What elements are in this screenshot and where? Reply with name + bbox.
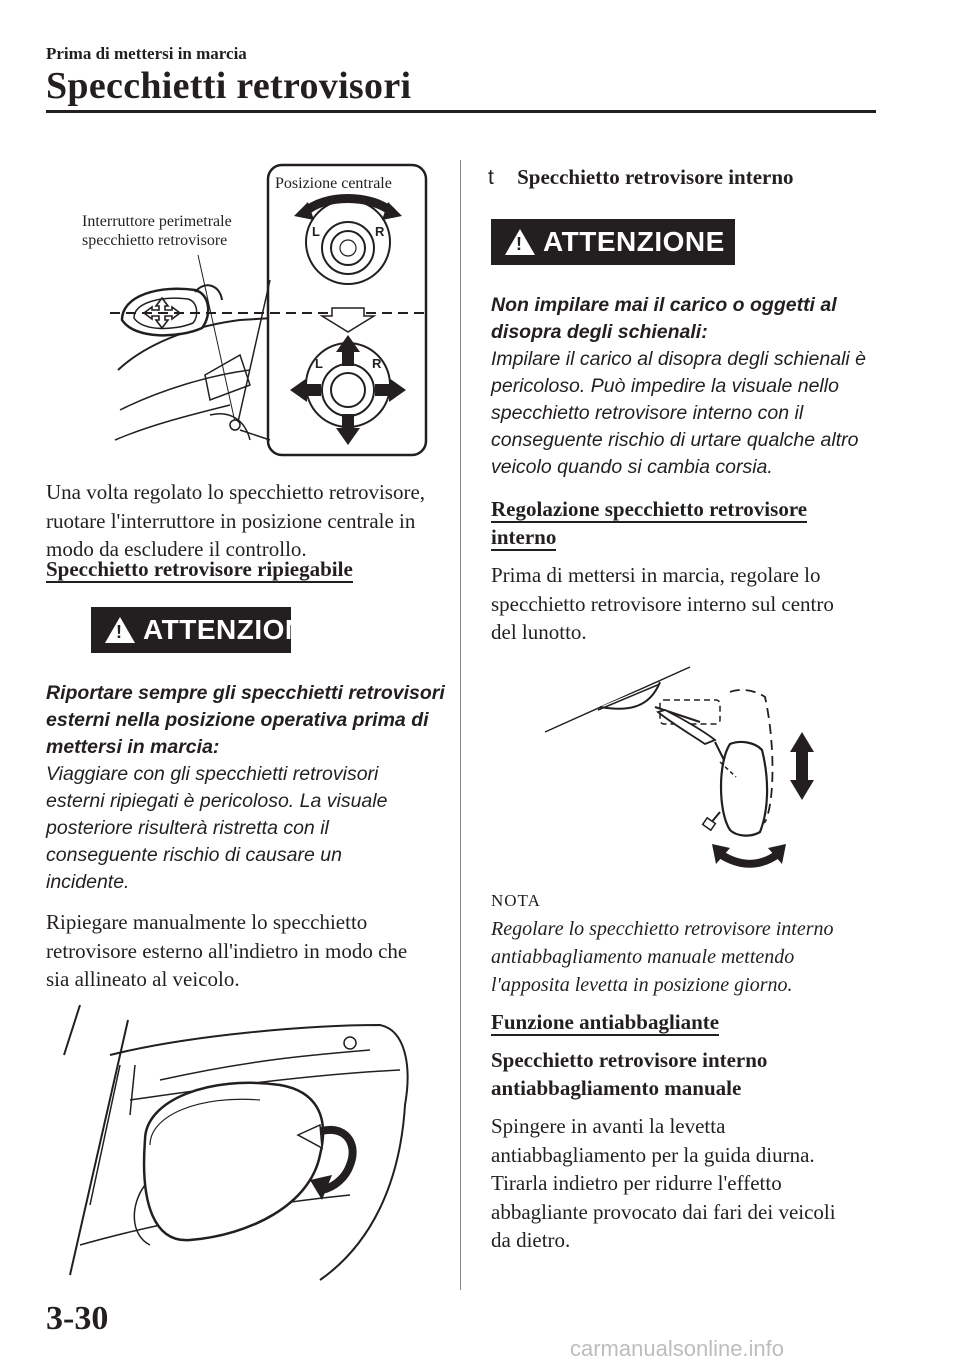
warning-bold-line: mettersi in marcia: bbox=[46, 736, 220, 758]
heading-line: antiabbagliamento manuale bbox=[491, 1076, 742, 1100]
warning-label: ATTENZIONE bbox=[543, 226, 725, 257]
knob-label-left: L bbox=[312, 224, 320, 239]
para-fold-manually bbox=[46, 908, 456, 994]
warning-bold-line: disopra degli schienali: bbox=[491, 321, 708, 343]
text-line: retrovisore esterno all'indietro in modo che bbox=[46, 938, 408, 963]
para-after-adjust bbox=[46, 478, 446, 564]
heading-interior-mirror-text: Specchietto retrovisore interno bbox=[517, 165, 794, 189]
note-line: Regolare lo specchietto retrovisore interno bbox=[491, 918, 834, 940]
bullet-glyph: t bbox=[488, 166, 494, 189]
warning-line: veicolo quando si cambia corsia. bbox=[491, 456, 773, 478]
text-line: del lunotto. bbox=[491, 620, 587, 644]
text-line: Prima di mettersi in marcia, regolare lo bbox=[491, 563, 821, 587]
warning-badge-left bbox=[91, 607, 325, 653]
text-line: specchietto retrovisore interno sul centro bbox=[491, 591, 834, 616]
subhead-folding-mirror bbox=[46, 555, 353, 583]
warning-line: conseguente rischio di causare un bbox=[46, 844, 342, 866]
text-line: ruotare l'interruttore in posizione centrale in bbox=[46, 508, 416, 533]
text-line: Ripiegare manualmente lo specchietto bbox=[46, 910, 368, 934]
warning-line: conseguente rischio di urtare qualche altro bbox=[491, 429, 859, 451]
note-block bbox=[491, 887, 911, 999]
note-label: NOTA bbox=[491, 891, 541, 910]
warning-label: ATTENZIONE bbox=[143, 614, 325, 645]
text-line: modo da escludere il controllo. bbox=[46, 537, 307, 561]
subhead-antiglare bbox=[491, 1008, 719, 1036]
heading-manual-antiglare bbox=[491, 1046, 767, 1102]
warning-line: Viaggiare con gli specchietti retrovisori bbox=[46, 763, 379, 785]
warning-bold-line: esterni nella posizione operativa prima di bbox=[46, 709, 429, 731]
label-mirror-switch bbox=[82, 212, 232, 250]
text-line: da dietro. bbox=[491, 1228, 571, 1252]
text-line: Una volta regolato lo specchietto retrovisore, bbox=[46, 480, 426, 504]
subhead-adjust-line: interno bbox=[491, 525, 557, 549]
page-number: 3-30 bbox=[46, 1300, 109, 1337]
interior-mirror-illustration bbox=[540, 662, 840, 872]
warning-line: esterni ripiegati è pericoloso. La visuale bbox=[46, 790, 388, 812]
warning-bold-line: Non impilare mai il carico o oggetti al bbox=[491, 294, 837, 316]
warning-badge-right bbox=[491, 219, 735, 265]
subhead-folding-text: Specchietto retrovisore ripiegabile bbox=[46, 557, 353, 581]
warning-text-left bbox=[46, 680, 451, 896]
warning-line: posteriore risulterà ristretta con il bbox=[46, 817, 329, 839]
heading-line: Specchietto retrovisore interno bbox=[491, 1048, 768, 1072]
warning-icon: ! bbox=[505, 229, 535, 255]
mirror-switch-illustration bbox=[110, 160, 430, 460]
column-divider bbox=[460, 160, 461, 1290]
section-label: Prima di mettersi in marcia bbox=[46, 44, 247, 63]
folding-mirror-illustration bbox=[50, 1005, 420, 1285]
chapter-title: Specchietti retrovisori bbox=[46, 65, 412, 107]
text-line: abbagliante provocato dai fari dei veicoli bbox=[491, 1199, 836, 1224]
label-mirror-switch-line1: Interruttore perimetrale bbox=[82, 213, 232, 230]
subhead-adjust-interior bbox=[491, 495, 807, 551]
warning-icon: ! bbox=[105, 617, 135, 643]
note-line: antiabbagliamento manuale mettendo bbox=[491, 946, 795, 968]
warning-line: pericoloso. Può impedire la visuale nello bbox=[491, 375, 839, 397]
warning-line: incidente. bbox=[46, 871, 130, 893]
text-line: sia allineato al veicolo. bbox=[46, 967, 240, 991]
watermark: carmanualsonline.info bbox=[570, 1336, 785, 1361]
title-divider bbox=[46, 110, 876, 113]
para-adjust-interior bbox=[491, 561, 901, 647]
label-mirror-switch-line2: specchietto retrovisore bbox=[82, 232, 228, 249]
subhead-adjust-line: Regolazione specchietto retrovisore bbox=[491, 497, 808, 521]
warning-text-right bbox=[491, 292, 911, 481]
warning-bold-line: Riportare sempre gli specchietti retrovisori bbox=[46, 682, 445, 704]
text-line: Tirarla indietro per ridurre l'effetto bbox=[491, 1171, 782, 1195]
heading-interior-mirror bbox=[488, 163, 794, 192]
knob2-label-left: L bbox=[315, 356, 323, 371]
text-line: antiabbagliamento per la guida diurna. bbox=[491, 1142, 815, 1167]
knob-label-right: R bbox=[375, 224, 385, 239]
label-center-position: Posizione centrale bbox=[275, 175, 392, 192]
subhead-antiglare-text: Funzione antiabbagliante bbox=[491, 1010, 720, 1034]
note-line: l'apposita levetta in posizione giorno. bbox=[491, 974, 793, 996]
text-line: Spingere in avanti la levetta bbox=[491, 1114, 726, 1138]
knob2-label-right: R bbox=[372, 356, 382, 371]
warning-line: Impilare il carico al disopra degli schienali è bbox=[491, 348, 867, 370]
para-antiglare bbox=[491, 1112, 911, 1255]
warning-line: specchietto retrovisore interno con il bbox=[491, 402, 804, 424]
